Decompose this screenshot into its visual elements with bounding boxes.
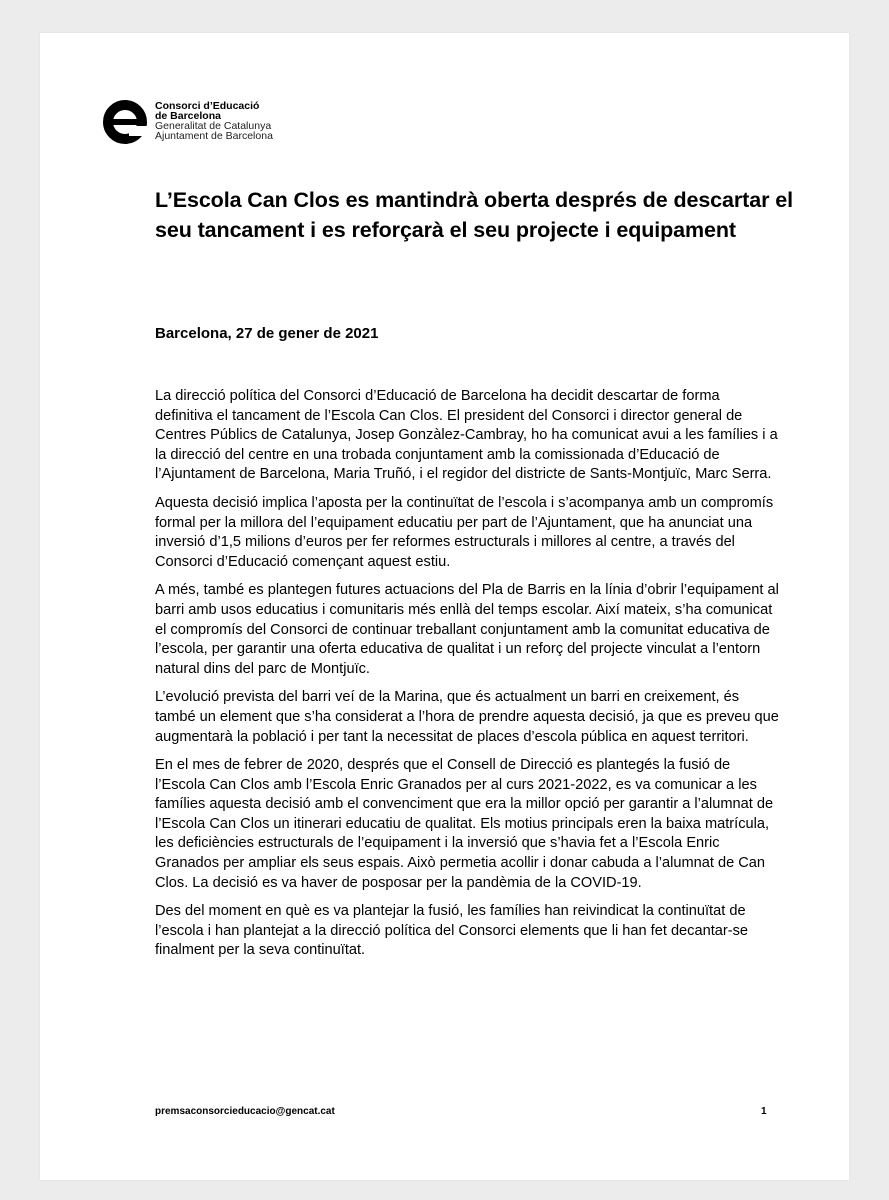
- logo-sub-line2: Ajuntament de Barcelona: [155, 130, 273, 142]
- paragraph: L’evolució prevista del barri veí de la Marina, que és actualment un barri en creixement, és també un element que s’ha considerat a l’hora de prendre aquesta decisió, ja que es preveu que augmentarà la població i per tant la necessitat de places d’escola pública en aquest territori.: [155, 689, 779, 745]
- paragraph: Des del moment en què es va plantejar la fusió, les famílies han reivindicat la continuïtat de l’escola i han plantejat a la direcció política del Consorci elements que li han fet decantar-se finalment per la seva continuïtat.: [155, 903, 749, 959]
- dateline: Barcelona, 27 de gener de 2021: [155, 325, 379, 342]
- document-title: L’Escola Can Clos es mantindrà oberta després de descartar el seu tancament i es reforçarà el seu projecte i equipament: [155, 188, 793, 242]
- consorci-logo: [102, 95, 273, 147]
- document-page: [40, 33, 849, 1180]
- footer-email: premsaconsorcieducacio@gencat.cat: [155, 1106, 335, 1117]
- consorci-e-logo-icon: [102, 95, 148, 147]
- logo-name-line2: de Barcelona: [155, 110, 221, 122]
- logo-name-line1: Consorci d’Educació: [155, 100, 260, 112]
- paragraph: A més, també es plantegen futures actuacions del Pla de Barris en la línia d’obrir l’equipament al barri amb usos educatius i comunitaris més enllà del temps escolar. Així mateix, s’ha comunicat el compromís del Consorci de continuar treballant conjuntament amb la comunitat educativa de l’escola, per garantir una oferta educativa de qualitat i un reforç del projecte vinculat a l’entorn natural dins del parc de Montjuïc.: [155, 582, 779, 677]
- logo-sub-line1: Generalitat de Catalunya: [155, 120, 272, 132]
- logo-text: [155, 101, 273, 141]
- paragraph: Aquesta decisió implica l’aposta per la continuïtat de l’escola i s’acompanya amb un compromís formal per la millora del l’equipament educatiu per part de l’Ajuntament, que ha anunciat una inversió d’1,5 milions d’euros per fer reformes estructurals i millores al centre, a través del Consorci d’Educació començant aquest estiu.: [155, 494, 774, 570]
- paragraph: La direcció política del Consorci d’Educació de Barcelona ha decidit descartar de forma definitiva el tancament de l’Escola Can Clos. El president del Consorci i director general de Centres Públics de Catalunya, Josep Gonzàlez-Cambray, ho ha comunicat avui a les famílies i a la direcció del centre en una trobada conjuntament amb la comissionada d’Educació de l’Ajuntament de Barcelona, Maria Truñó, i el regidor del districte de Sants-Montjuïc, Marc Serra.: [155, 388, 778, 483]
- page-number: 1: [761, 1106, 767, 1117]
- document-body: [155, 387, 780, 970]
- paragraph: En el mes de febrer de 2020, després que el Consell de Direcció es plantegés la fusió de l’Escola Can Clos amb l’Escola Enric Granados per al curs 2021-2022, es va comunicar a les famílies aquesta decisió amb el convenciment que era la millor opció per garantir a l’alumnat de l’Escola Can Clos un itinerari educatiu de qualitat. Els motius principals eren la baixa matrícula, les deficiències estructurals de l’equipament i la inversió que s’havia fet a l’Escola Enric Granados per ampliar els seus espais. Això permetia acollir i donar cabuda a l’alumnat de Can Clos. La decisió es va haver de posposar per la pandèmia de la COVID-19.: [155, 757, 774, 891]
